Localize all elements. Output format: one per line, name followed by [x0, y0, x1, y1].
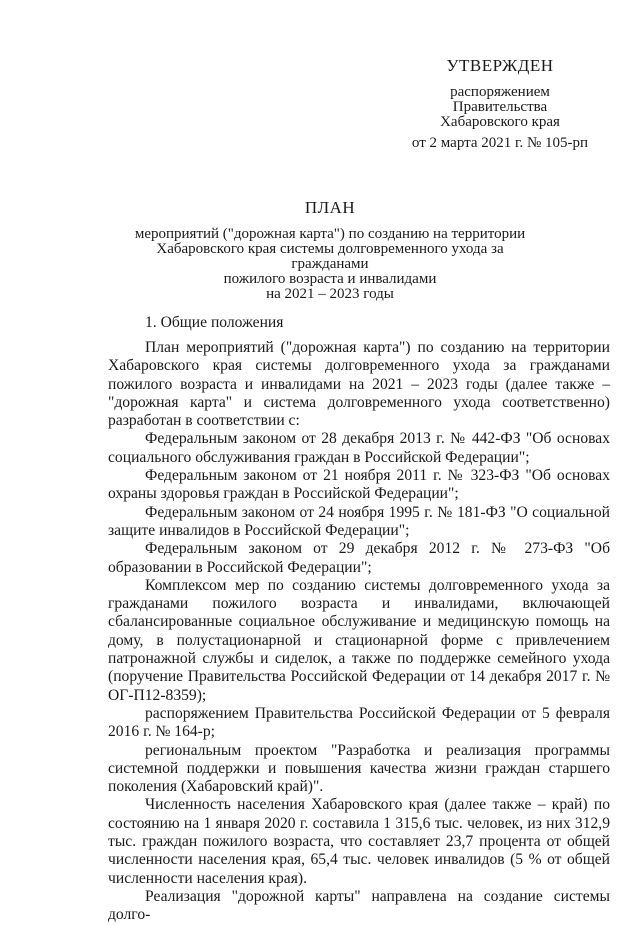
document-subtitle-line: Хабаровского края системы долговременного ухода за гражданами	[156, 241, 504, 272]
document-subtitle-line: мероприятий ("дорожная карта") по созданию на территории	[134, 226, 526, 242]
approval-line: Правительства	[452, 99, 548, 115]
body-paragraph: Федеральным законом от 29 декабря 2012 г. № 273-ФЗ "Об образовании в Российской Федерации";	[108, 540, 610, 576]
approval-stamp	[400, 58, 600, 151]
body-paragraph: региональным проектом "Разработка и реализация программы системной поддержки и повышения качества жизни граждан старшего поколения (Хабаровский край)".	[108, 741, 610, 796]
approval-line: распоряжением	[450, 84, 550, 100]
document-subtitle-line: пожилого возраста и инвалидами	[223, 271, 437, 287]
document-subtitle-line: на 2021 – 2023 годы	[266, 286, 394, 302]
document-title	[120, 200, 540, 302]
approval-title: УТВЕРЖДЕН	[446, 56, 554, 75]
body-paragraph: Федеральным законом от 24 ноября 1995 г. № 181-ФЗ "О социальной защите инвалидов в Российской Федерации";	[108, 503, 610, 539]
body-paragraph: Федеральным законом от 28 декабря 2013 г. № 442-ФЗ "Об основах социального обслуживания граждан в Российской Федерации";	[108, 430, 610, 466]
approval-line: Хабаровского края	[440, 114, 560, 130]
body-paragraph: Федеральным законом от 21 ноября 2011 г. № 323-ФЗ "Об основах охраны здоровья граждан в Российской Федерации";	[108, 467, 610, 503]
section-heading: 1. Общие положения	[145, 314, 284, 331]
body-paragraph: План мероприятий ("дорожная карта") по созданию на территории Хабаровского края системы долговременного ухода за гражданами пожилого возраста и инвалидами на 2021 – 2023 годы (далее также – "дорожная карта" и система долговременного ухода соответственно) разработан в соответствии с:	[108, 339, 610, 430]
body-paragraph: Численность населения Хабаровского края (далее также – край) по состоянию на 1 января 2020 г. составила 1 315,6 тыс. человек, из них 312,9 тыс. граждан пожилого возраста, что составляет 23,7 процента от общей численности населения края, 65,4 тыс. человек инвалидов (5 % от общей численности населения края).	[108, 796, 610, 887]
document-heading: ПЛАН	[304, 198, 356, 217]
approval-date: от 2 марта 2021 г. № 105-рп	[411, 135, 589, 151]
body-paragraph: распоряжением Правительства Российской Федерации от 5 февраля 2016 г. № 164-р;	[108, 704, 610, 741]
document-body	[108, 339, 610, 925]
body-paragraph: Реализация "дорожной карты" направлена на создание системы долго-	[108, 887, 610, 924]
body-paragraph: Комплексом мер по созданию системы долговременного ухода за гражданами пожилого возраста и инвалидами, включающей сбалансированные социальное обслуживание и медицинскую помощь на дому, в полустационарной и стационарной форме с привлечением патронажной службы и сиделок, а также по поддержке семейного ухода (поручение Правительства Российской Федерации от 14 декабря 2017 г. № ОГ-П12-8359);	[108, 576, 610, 704]
